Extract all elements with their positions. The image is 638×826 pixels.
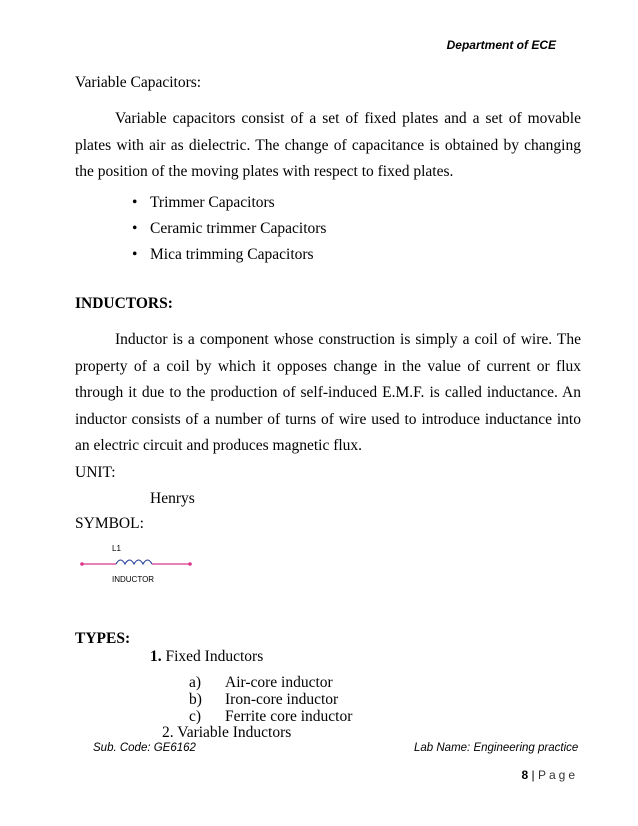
bullet-icon: • [132, 194, 138, 211]
unit-value: Henrys [150, 490, 195, 507]
inductor-symbol [76, 542, 196, 584]
inductor-caption: INDUCTOR [112, 575, 155, 584]
list-item: a) Air-core inductor [189, 674, 333, 691]
variable-capacitors-title: Variable Capacitors: [75, 74, 202, 91]
variable-inductors-label: 2. Variable Inductors [162, 724, 292, 741]
variable-capacitors-paragraph: Variable capacitors consist of a set of fixed plates and a set of movable plates with air as dielectric. The change of capacitance is obtained by changing the position of the moving plates with respect to fixed plates. [75, 110, 581, 180]
list-item: • Ceramic trimmer Capacitors [132, 220, 327, 237]
inductors-heading: INDUCTORS: [75, 295, 173, 312]
list-item: b) Iron-core inductor [189, 691, 339, 708]
bullet-icon: • [132, 220, 138, 237]
inductors-paragraph: Inductor is a component whose construction is simply a coil of wire. The property of a coil by which it opposes change in the value of current or flux through it due to the production of self-induced E.M.F. is called inductance. An inductor consists of a number of turns of wire used to introduce inductance into an electric circuit and produces magnetic flux. [75, 331, 581, 454]
list-item: • Mica trimming Capacitors [132, 246, 314, 263]
page-number: 8 | Page [521, 768, 578, 782]
unit-label: UNIT: [75, 464, 116, 481]
footer-lab-name: Lab Name: Engineering practice [414, 742, 579, 754]
inductor-symbol-icon [76, 542, 196, 584]
list-item: • Trimmer Capacitors [132, 194, 275, 211]
symbol-label: SYMBOL: [75, 515, 144, 532]
bullet-icon: • [132, 246, 138, 263]
footer-sub-code: Sub. Code: GE6162 [93, 742, 196, 754]
header-department: Department of ECE [446, 38, 556, 52]
fixed-inductors-label: 1. Fixed Inductors [150, 648, 264, 665]
types-heading: TYPES: [75, 630, 131, 647]
inductor-designator: L1 [112, 544, 121, 553]
list-item: c) Ferrite core inductor [189, 708, 353, 725]
